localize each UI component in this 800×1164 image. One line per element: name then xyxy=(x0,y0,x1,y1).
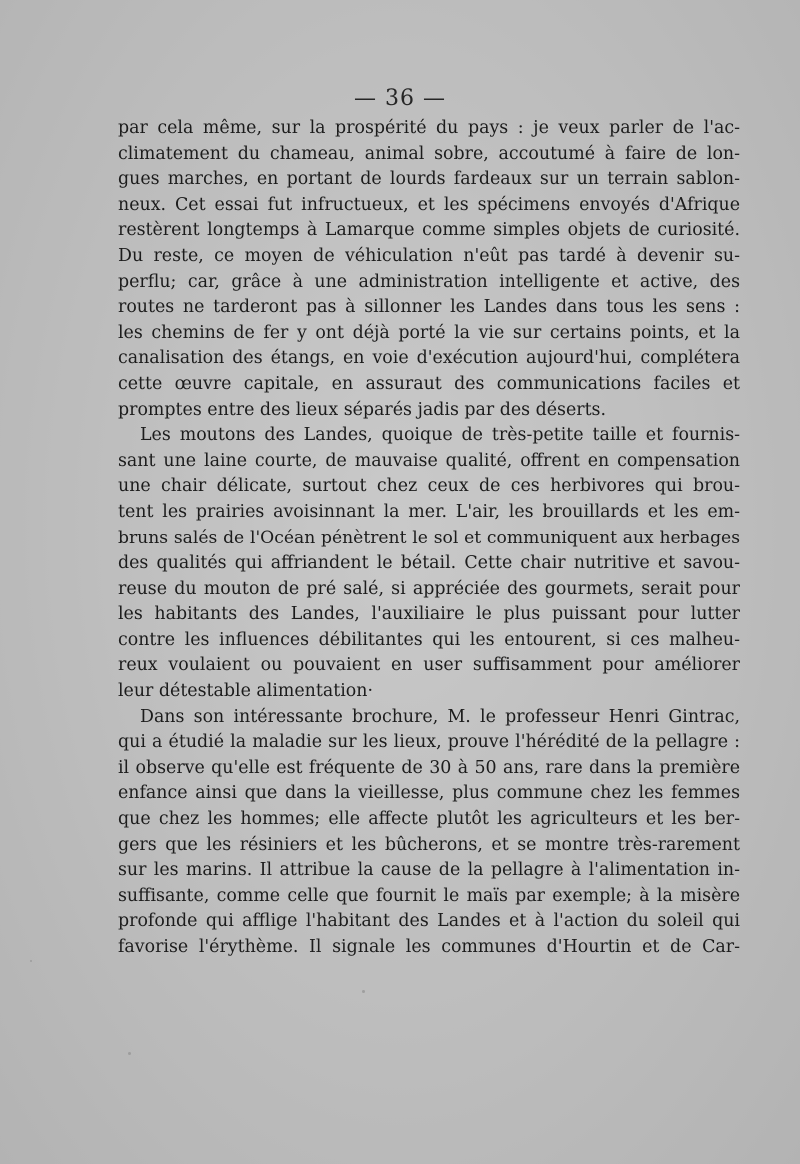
text-line: favorise l'érythème. Il signale les communes d'Hourtin et de Car- xyxy=(118,937,740,957)
text-line: suffisante, comme celle que fournit le maïs par exemple; à la misère xyxy=(118,885,740,906)
text-line: les habitants des Landes, l'auxiliaire le plus puissant pour lutter xyxy=(118,604,740,625)
text-line: les chemins de fer y ont déjà porté la vie sur certains points, et la xyxy=(118,322,740,343)
text-line: que chez les hommes; elle affecte plutôt les agriculteurs et les ber- xyxy=(118,809,740,830)
text-line: enfance ainsi que dans la vieillesse, plus commune chez les femmes xyxy=(118,783,740,804)
paragraph-end-line: leur détestable alimentation· xyxy=(118,681,373,702)
text-line: gues marches, en portant de lourds fardeaux sur un terrain sablon- xyxy=(118,169,740,190)
text-line: routes ne tarderont pas à sillonner les Landes dans tous les sens : xyxy=(118,297,740,318)
text-line: neux. Cet essai fut infructueux, et les spécimens envoyés d'Afrique xyxy=(118,194,740,215)
text-line: par cela même, sur la prospérité du pays : je veux parler de l'ac- xyxy=(118,118,740,138)
text-line: restèrent longtemps à Lamarque comme simples objets de curiosité. xyxy=(118,220,740,241)
body-text xyxy=(118,116,740,961)
text-line: gers que les résiniers et les bûcherons, et se montre très-rarement xyxy=(118,834,740,855)
paragraph-start-line: Les moutons des Landes, quoique de très-petite taille et fournis- xyxy=(140,425,740,446)
text-line: reuse du mouton de pré salé, si appréciée des gourmets, serait pour xyxy=(118,578,740,599)
text-line: contre les influences débilitantes qui les entourent, si ces malheu- xyxy=(118,629,740,650)
paper-speck xyxy=(362,990,365,993)
text-line: climatement du chameau, animal sobre, accoutumé à faire de lon- xyxy=(118,143,740,164)
text-line: bruns salés de l'Océan pénètrent le sol et communiquent aux herbages xyxy=(118,527,740,548)
text-line: des qualités qui affriandent le bétail. Cette chair nutritive et savou- xyxy=(118,553,740,574)
text-line: sant une laine courte, de mauvaise qualité, offrent en compensation xyxy=(118,450,740,471)
text-line: tent les prairies avoisinnant la mer. L'air, les brouillards et les em- xyxy=(118,501,740,522)
paragraph-start-line: Dans son intéressante brochure, M. le professeur Henri Gintrac, xyxy=(140,706,740,727)
text-line: Du reste, ce moyen de véhiculation n'eût pas tardé à devenir su- xyxy=(118,245,740,266)
text-line: perflu; car, grâce à une administration intelligente et active, des xyxy=(118,271,740,292)
text-line: cette œuvre capitale, en assuraut des communications faciles et xyxy=(118,373,740,394)
paper-speck xyxy=(128,1052,131,1055)
text-line: canalisation des étangs, en voie d'exécution aujourd'hui, complétera xyxy=(118,348,740,369)
text-line: une chair délicate, surtout chez ceux de ces herbivores qui brou- xyxy=(118,476,740,497)
text-line: qui a étudié la maladie sur les lieux, prouve l'hérédité de la pellagre : xyxy=(118,732,740,753)
page-number: — 36 — xyxy=(354,86,446,111)
paper-speck xyxy=(30,960,32,962)
text-line: reux voulaient ou pouvaient en user suffisamment pour améliorer xyxy=(118,655,740,676)
text-line: profonde qui afflige l'habitant des Landes et à l'action du soleil qui xyxy=(118,911,740,932)
text-line: il observe qu'elle est fréquente de 30 à 50 ans, rare dans la première xyxy=(118,757,740,778)
paragraph-end-line: promptes entre des lieux séparés jadis par des déserts. xyxy=(118,399,607,420)
text-line: sur les marins. Il attribue la cause de la pellagre à l'alimentation in- xyxy=(118,860,740,881)
